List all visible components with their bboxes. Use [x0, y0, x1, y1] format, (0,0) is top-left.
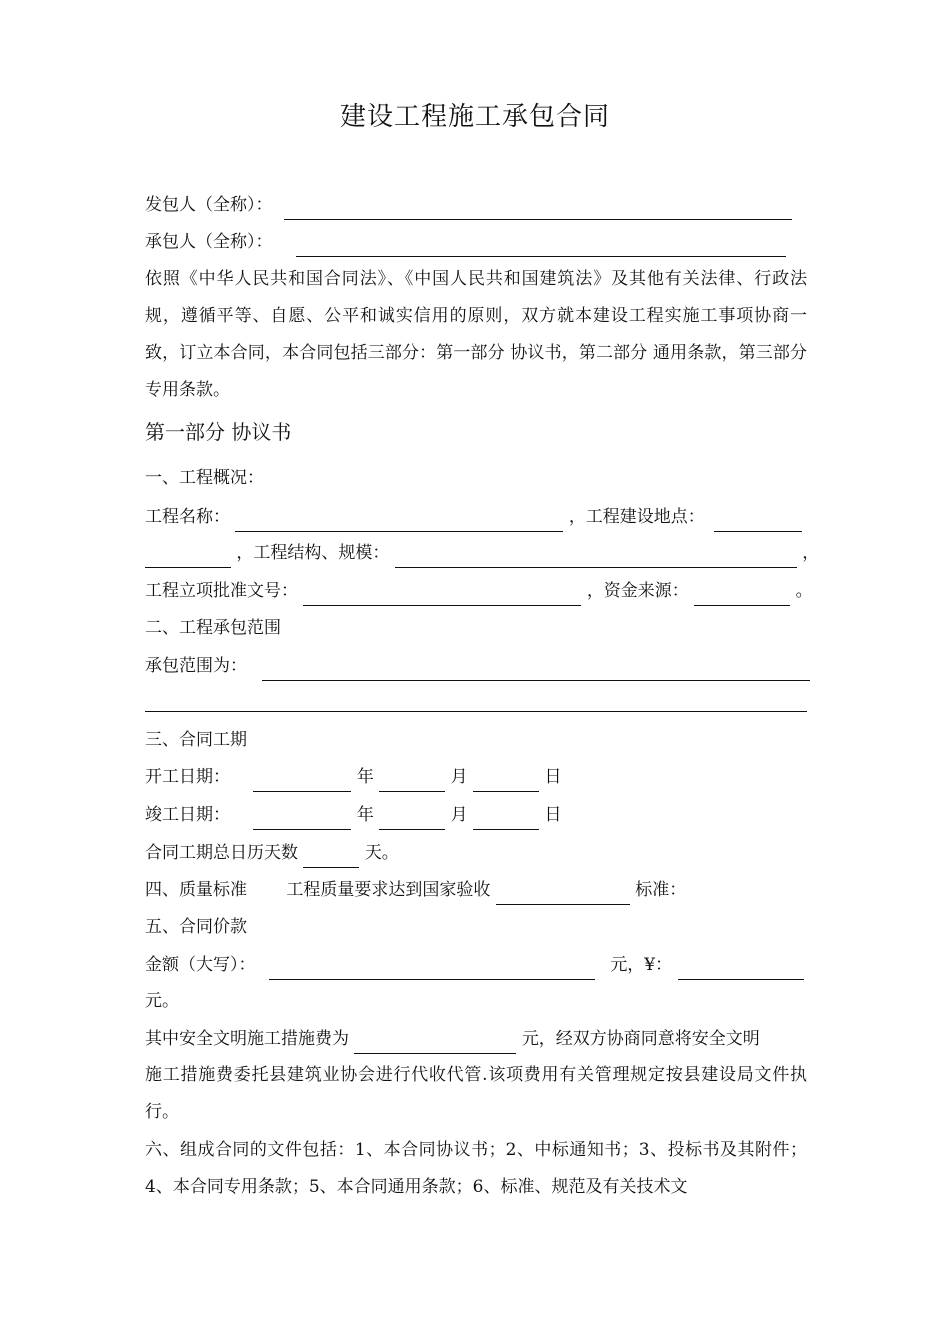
finish-date-line	[145, 800, 810, 830]
year-label: 年	[356, 805, 374, 825]
section-heading: 三、合同工期	[145, 730, 247, 750]
approval-number-field[interactable]	[303, 583, 581, 606]
start-day-field[interactable]	[473, 769, 539, 792]
yuan-end-line	[145, 986, 810, 1016]
quality-text: 工程质量要求达到国家验收	[286, 880, 491, 900]
structure-line	[145, 538, 820, 568]
start-month-field[interactable]	[379, 769, 445, 792]
structure-field[interactable]	[395, 545, 797, 568]
section-heading: 四、质量标准	[145, 880, 247, 900]
comma: ，	[802, 543, 820, 563]
finish-year-field[interactable]	[253, 807, 351, 830]
contractor-name-field[interactable]	[296, 234, 786, 257]
employer-name-field[interactable]	[284, 197, 792, 220]
scope-field-continued[interactable]	[145, 711, 807, 712]
quality-line	[145, 875, 810, 905]
section-three-heading	[145, 725, 810, 755]
part-one-heading: 第一部分 协议书	[145, 420, 292, 444]
section-heading: 二、工程承包范围	[145, 618, 281, 638]
location-field-part2[interactable]	[145, 545, 231, 568]
safety-fee-paragraph: 施工措施费委托县建筑业协会进行代收代管.该项费用有关管理规定按县建设局文件执行。	[145, 1065, 807, 1122]
safety-suffix: 元，经双方协商同意将安全文明	[521, 1029, 760, 1049]
section-one-heading	[145, 463, 810, 493]
day-label: 日	[544, 805, 562, 825]
funding-source-field[interactable]	[694, 583, 790, 606]
year-label: 年	[356, 767, 374, 787]
location-label: ，工程建设地点：	[568, 507, 705, 527]
amount-yuan-label: 元，¥：	[610, 955, 673, 975]
approval-line	[145, 576, 813, 606]
month-label: 月	[450, 805, 468, 825]
employer-label: 发包人（全称）：	[145, 195, 273, 215]
duration-line	[145, 838, 810, 868]
duration-days-field[interactable]	[303, 845, 359, 868]
start-date-label: 开工日期：	[145, 767, 230, 787]
scope-field[interactable]	[262, 658, 810, 681]
finish-day-field[interactable]	[473, 807, 539, 830]
project-name-line	[145, 502, 810, 532]
quality-standard-field[interactable]	[496, 882, 630, 905]
section-five-heading	[145, 912, 810, 942]
start-date-line	[145, 762, 810, 792]
amount-figures-field[interactable]	[678, 957, 804, 980]
safety-prefix: 其中安全文明施工措施费为	[145, 1029, 349, 1049]
finish-date-label: 竣工日期：	[145, 805, 230, 825]
amount-words-field[interactable]	[269, 957, 595, 980]
section-two-heading	[145, 613, 810, 643]
yuan-end: 元。	[145, 991, 179, 1011]
finish-month-field[interactable]	[379, 807, 445, 830]
duration-label: 合同工期总日历天数	[145, 843, 298, 863]
contractor-line	[145, 227, 810, 257]
contractor-label: 承包人（全称）：	[145, 232, 273, 252]
scope-line	[145, 651, 810, 681]
project-name-label: 工程名称：	[145, 507, 230, 527]
intro-paragraph: 依照《中华人民共和国合同法》、《中国人民共和国建筑法》及其他有关法律、行政法规，遵循平等、自愿、公平和诚实信用的原则，双方就本建设工程实施工事项协商一致，订立本合同，本合同包括三部分：第一部分 协议书，第二部分 通用条款，第三部分 专用条款。	[145, 269, 807, 400]
document-title: 建设工程施工承包合同	[339, 102, 610, 132]
month-label: 月	[450, 767, 468, 787]
safety-fee-field[interactable]	[354, 1031, 516, 1054]
location-field-part1[interactable]	[714, 509, 802, 532]
safety-fee-line	[145, 1024, 810, 1054]
employer-line	[145, 190, 810, 220]
funding-label: ，资金来源：	[586, 581, 689, 601]
project-name-field[interactable]	[235, 509, 563, 532]
day-label: 日	[544, 767, 562, 787]
scope-label: 承包范围为：	[145, 656, 247, 676]
contract-documents-paragraph: 六、组成合同的文件包括：1、本合同协议书；2、中标通知书；3、投标书及其附件；4、本合同专用条款；5、本合同通用条款；6、标准、规范及有关技术文	[145, 1140, 807, 1197]
period: 。	[795, 581, 813, 601]
quality-suffix: 标准：	[635, 880, 687, 900]
approval-label: 工程立项批准文号：	[145, 581, 298, 601]
amount-label: 金额（大写）：	[145, 955, 256, 975]
section-heading: 一、工程概况：	[145, 468, 264, 488]
start-year-field[interactable]	[253, 769, 351, 792]
section-heading: 五、合同价款	[145, 917, 247, 937]
structure-label: ，工程结构、规模：	[236, 543, 390, 563]
amount-line	[145, 950, 810, 980]
duration-unit: 天。	[364, 843, 399, 863]
